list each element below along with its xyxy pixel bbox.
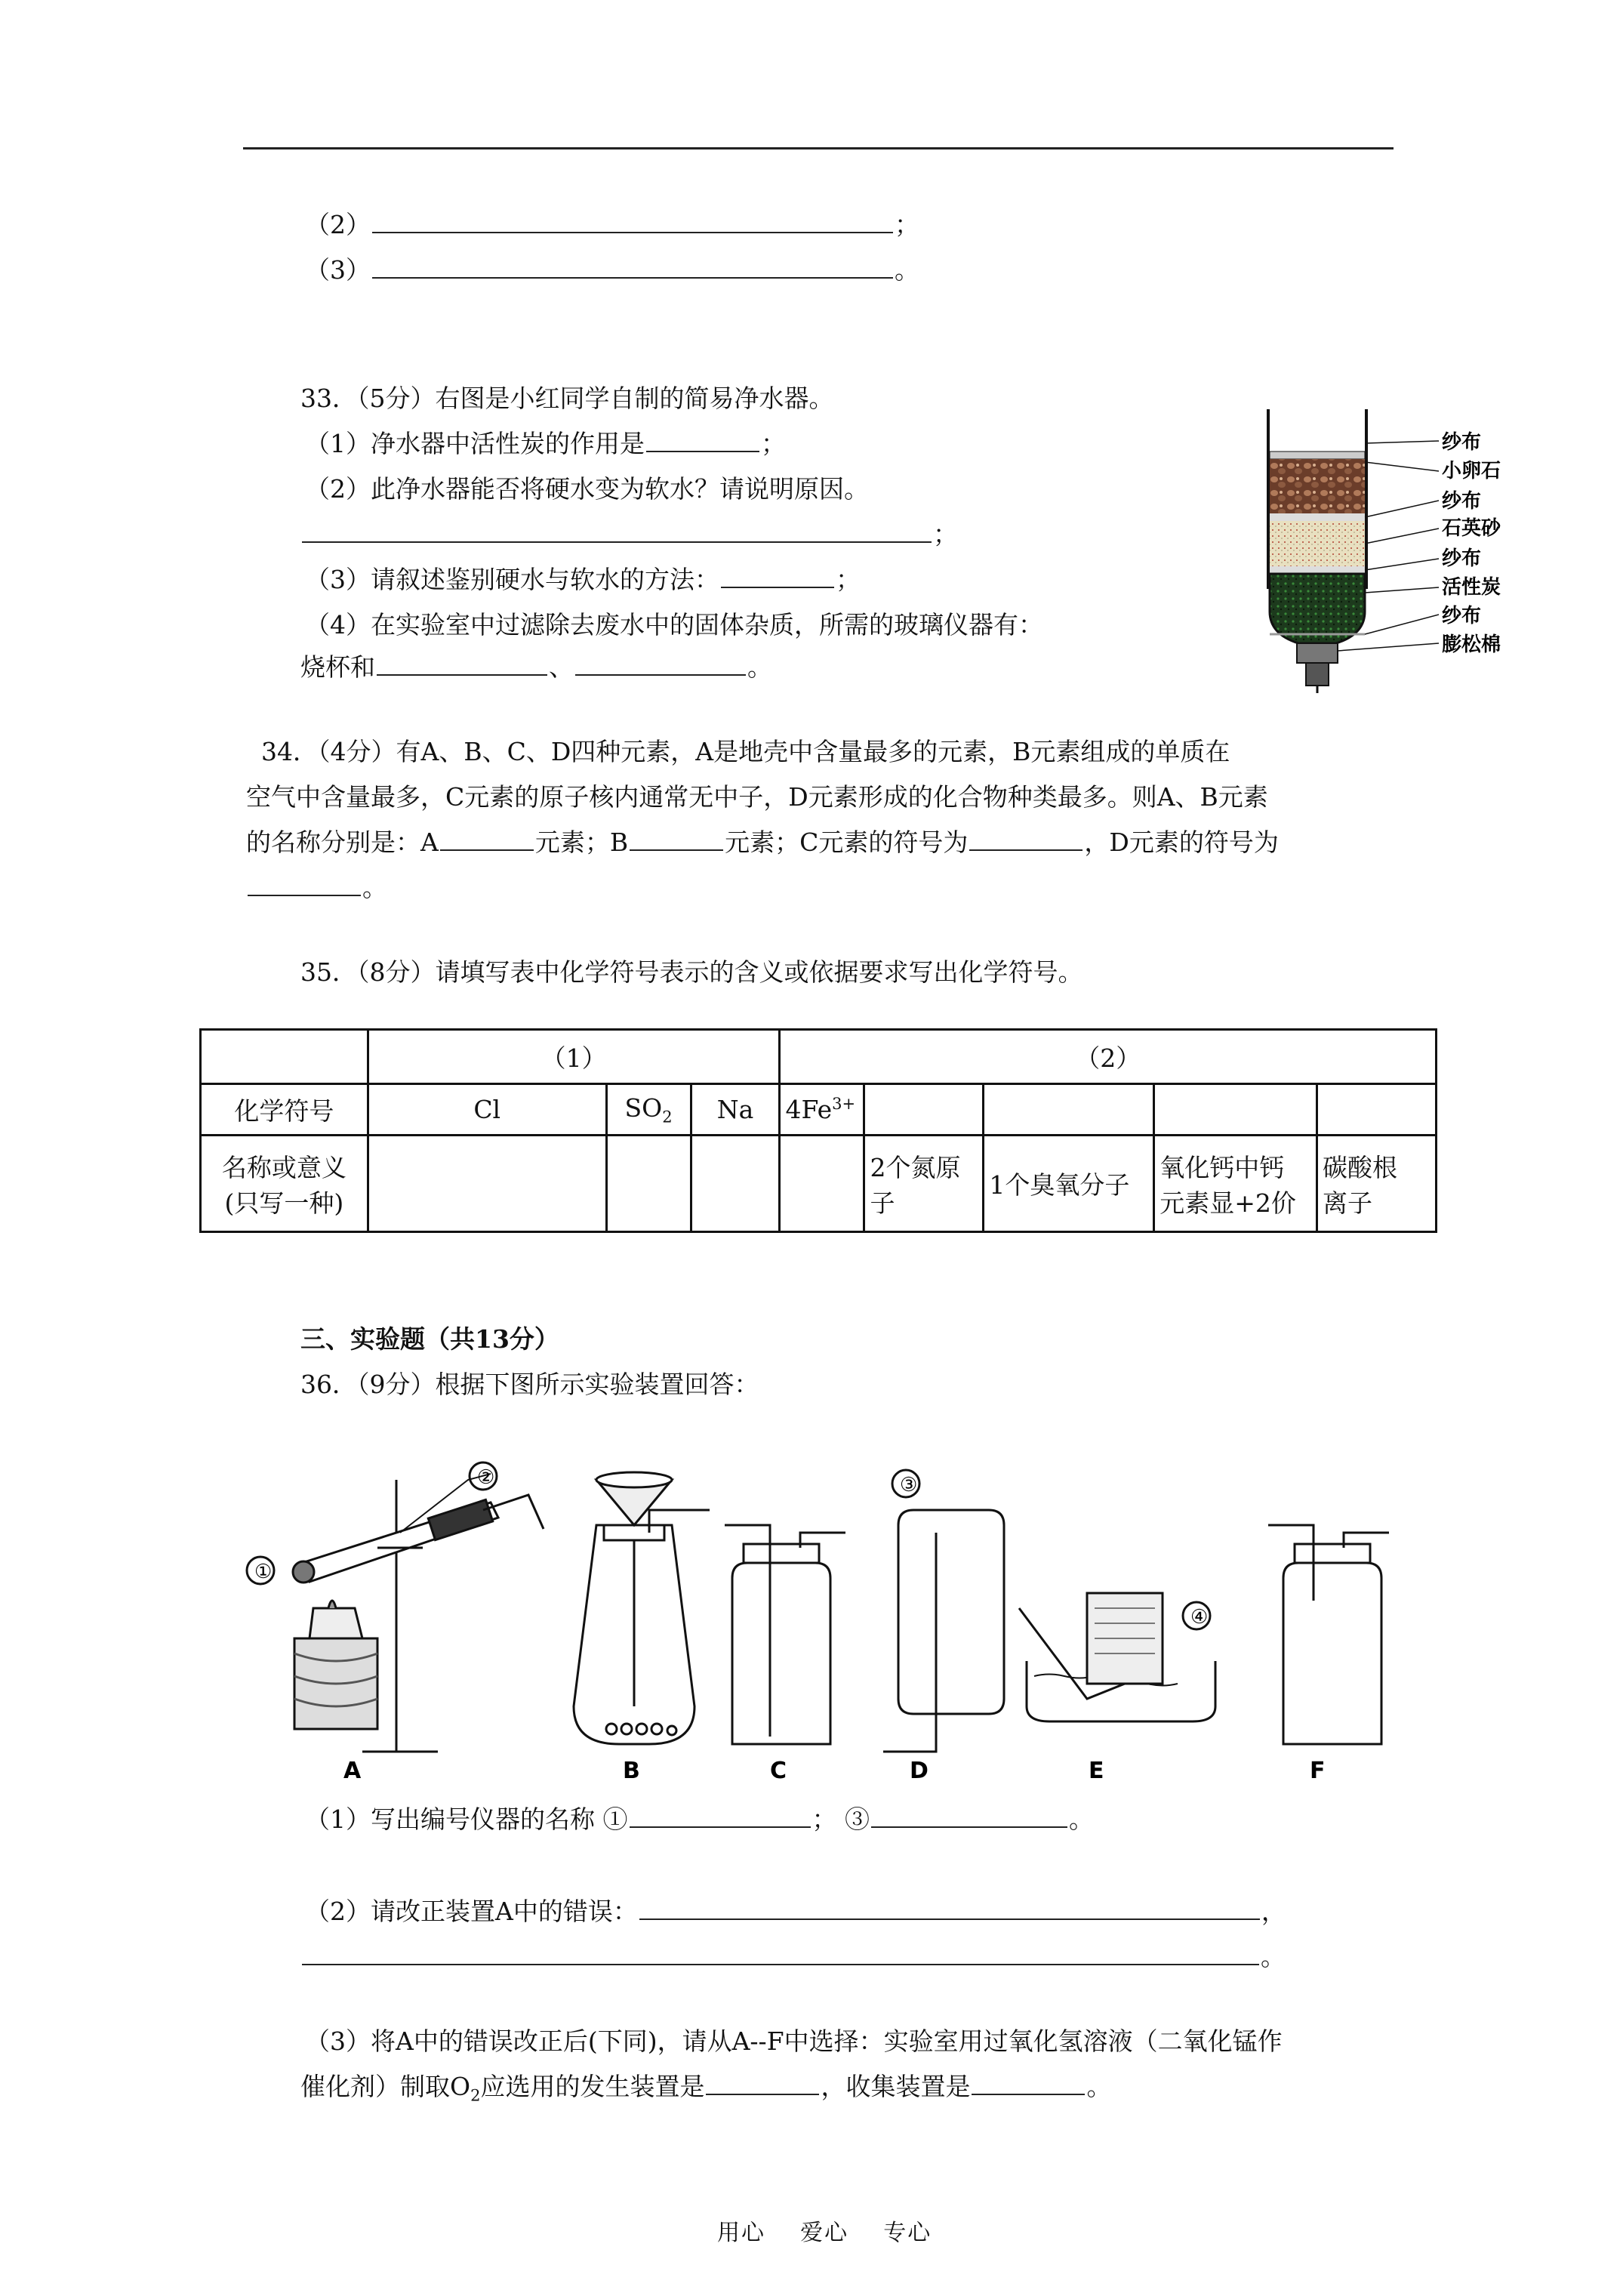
answer-cell[interactable] (368, 1136, 606, 1232)
meaning-2n: 2个氮原 子 (864, 1136, 984, 1232)
answer-cell[interactable] (780, 1136, 864, 1232)
marker-3-label: ③ (900, 1474, 918, 1496)
answer-blank[interactable] (302, 519, 932, 543)
symbol-cl: Cl (368, 1084, 606, 1136)
meaning-cao: 氧化钙中钙 元素显+2价 (1154, 1136, 1317, 1232)
apparatus-d (883, 1510, 1004, 1752)
apparatus-a (293, 1474, 544, 1752)
q33-sub2-answer: ； (300, 518, 958, 551)
q32-item2: （2） ； (305, 210, 919, 239)
page-footer: 用心 爱心 专心 (717, 2220, 932, 2246)
q33-sub3: （3）请叙述鉴别硬水与软水的方法： ； (305, 565, 861, 594)
q34-line2: 空气中含量最多，C元素的原子核内通常无中子，D元素形成的化合物种类最多。则A、B元素 (246, 782, 1268, 812)
answer-blank[interactable] (377, 652, 547, 676)
symbol-table (199, 1028, 1437, 1233)
answer-cell[interactable] (1317, 1084, 1437, 1136)
answer-blank[interactable] (372, 209, 893, 233)
q34-line1: 34．（4分）有A、B、C、D四种元素，A是地壳中含量最多的元素，B元素组成的单质在 (261, 737, 1230, 766)
apparatus-figure (242, 1457, 1389, 1782)
answer-blank[interactable] (706, 2071, 819, 2095)
apparatus-f (1268, 1525, 1389, 1744)
filter-label: 小卵石 (1442, 460, 1501, 482)
q36-stem: 36．（9分）根据下图所示实验装置回答： (300, 1370, 759, 1399)
filter-label: 纱布 (1442, 605, 1482, 627)
apparatus-c (725, 1525, 845, 1744)
table-header-1: （1） (368, 1030, 780, 1084)
answer-blank[interactable] (372, 254, 893, 279)
label-f: F (1310, 1758, 1326, 1782)
label-a: A (343, 1758, 362, 1782)
label-d: D (910, 1758, 929, 1782)
header-rule (243, 147, 1394, 149)
marker-4-label: ④ (1190, 1606, 1209, 1629)
answer-blank[interactable] (630, 827, 723, 851)
meaning-o3: 1个臭氧分子 (984, 1136, 1154, 1232)
answer-cell[interactable] (864, 1084, 984, 1136)
symbol-so2: $SO_2$ (606, 1084, 691, 1136)
symbol-fe3: $4Fe^{3+}$ (780, 1084, 864, 1136)
q33-stem: 33．（5分）右图是小红同学自制的简易净水器。 (300, 384, 834, 413)
filter-label: 纱布 (1442, 431, 1482, 454)
symbol-na: Na (691, 1084, 780, 1136)
answer-blank[interactable] (302, 1941, 1259, 1965)
answer-blank[interactable] (440, 827, 534, 851)
marker-2-label: ② (477, 1466, 495, 1489)
meaning-co3: 碳酸根 离子 (1317, 1136, 1437, 1232)
filter-label: 膨松棉 (1442, 633, 1501, 656)
row-label-symbol: 化学符号 (201, 1084, 368, 1136)
filter-label: 纱布 (1442, 490, 1482, 513)
answer-blank[interactable] (871, 1804, 1067, 1828)
answer-blank[interactable] (969, 827, 1083, 851)
table-corner (201, 1030, 368, 1084)
filter-label: 活性炭 (1442, 576, 1501, 599)
answer-blank[interactable] (646, 428, 759, 452)
answer-cell[interactable] (606, 1136, 691, 1232)
q33-sub4: （4）在实验室中过滤除去废水中的固体杂质，所需的玻璃仪器有： (305, 610, 1043, 639)
label-c: C (770, 1758, 787, 1782)
q33-sub1: （1）净水器中活性炭的作用是 ； (305, 429, 786, 458)
answer-cell[interactable] (1154, 1084, 1317, 1136)
row-label-meaning: 名称或意义 (只写一种) (201, 1136, 368, 1232)
q35-stem: 35．（8分）请填写表中化学符号表示的含义或依据要求写出化学符号。 (300, 957, 1083, 987)
answer-blank[interactable] (575, 652, 746, 676)
q32-item3: （3） 。 (305, 255, 919, 285)
q36-sub3-line1: （3）将A中的错误改正后(下同)，请从A--F中选择：实验室用过氧化氢溶液（二氧化锰作 (305, 2026, 1283, 2056)
answer-blank[interactable] (972, 2071, 1085, 2095)
marker-1-label: ① (254, 1561, 273, 1583)
label-b: B (623, 1758, 640, 1782)
water-filter-figure (1253, 408, 1525, 695)
apparatus-b (574, 1472, 710, 1744)
filter-label: 纱布 (1442, 547, 1482, 570)
q33-sub2: （2）此净水器能否将硬水变为软水？请说明原因。 (305, 474, 869, 504)
q33-sub4-answer: 烧杯和 、 。 (300, 652, 772, 682)
filter-label: 石英砂 (1442, 517, 1501, 540)
label-e: E (1089, 1758, 1104, 1782)
table-header-2: （2） (780, 1030, 1437, 1084)
section-title: 三、实验题（共13分） (300, 1324, 559, 1354)
q36-sub3-line2: 催化剂）制取$O_2$应选用的发生装置是 ，收集装置是 。 (300, 2072, 1112, 2105)
answer-blank[interactable] (639, 1896, 1260, 1920)
answer-blank[interactable] (248, 872, 361, 896)
q36-sub2: （2）请改正装置A中的错误： ， (305, 1897, 1286, 1926)
q34-line4: 。 (246, 871, 387, 905)
q36-sub2-cont: 。 (300, 1940, 1286, 1974)
q36-sub1: （1）写出编号仪器的名称 ① ； ③ 。 (305, 1804, 1094, 1834)
answer-cell[interactable] (691, 1136, 780, 1232)
answer-cell[interactable] (984, 1084, 1154, 1136)
q34-line3: 的名称分别是：A 元素；B 元素；C元素的符号为 ，D元素的符号为 (246, 827, 1279, 857)
answer-blank[interactable] (630, 1804, 811, 1828)
answer-blank[interactable] (721, 564, 834, 588)
apparatus-e (1019, 1593, 1215, 1721)
